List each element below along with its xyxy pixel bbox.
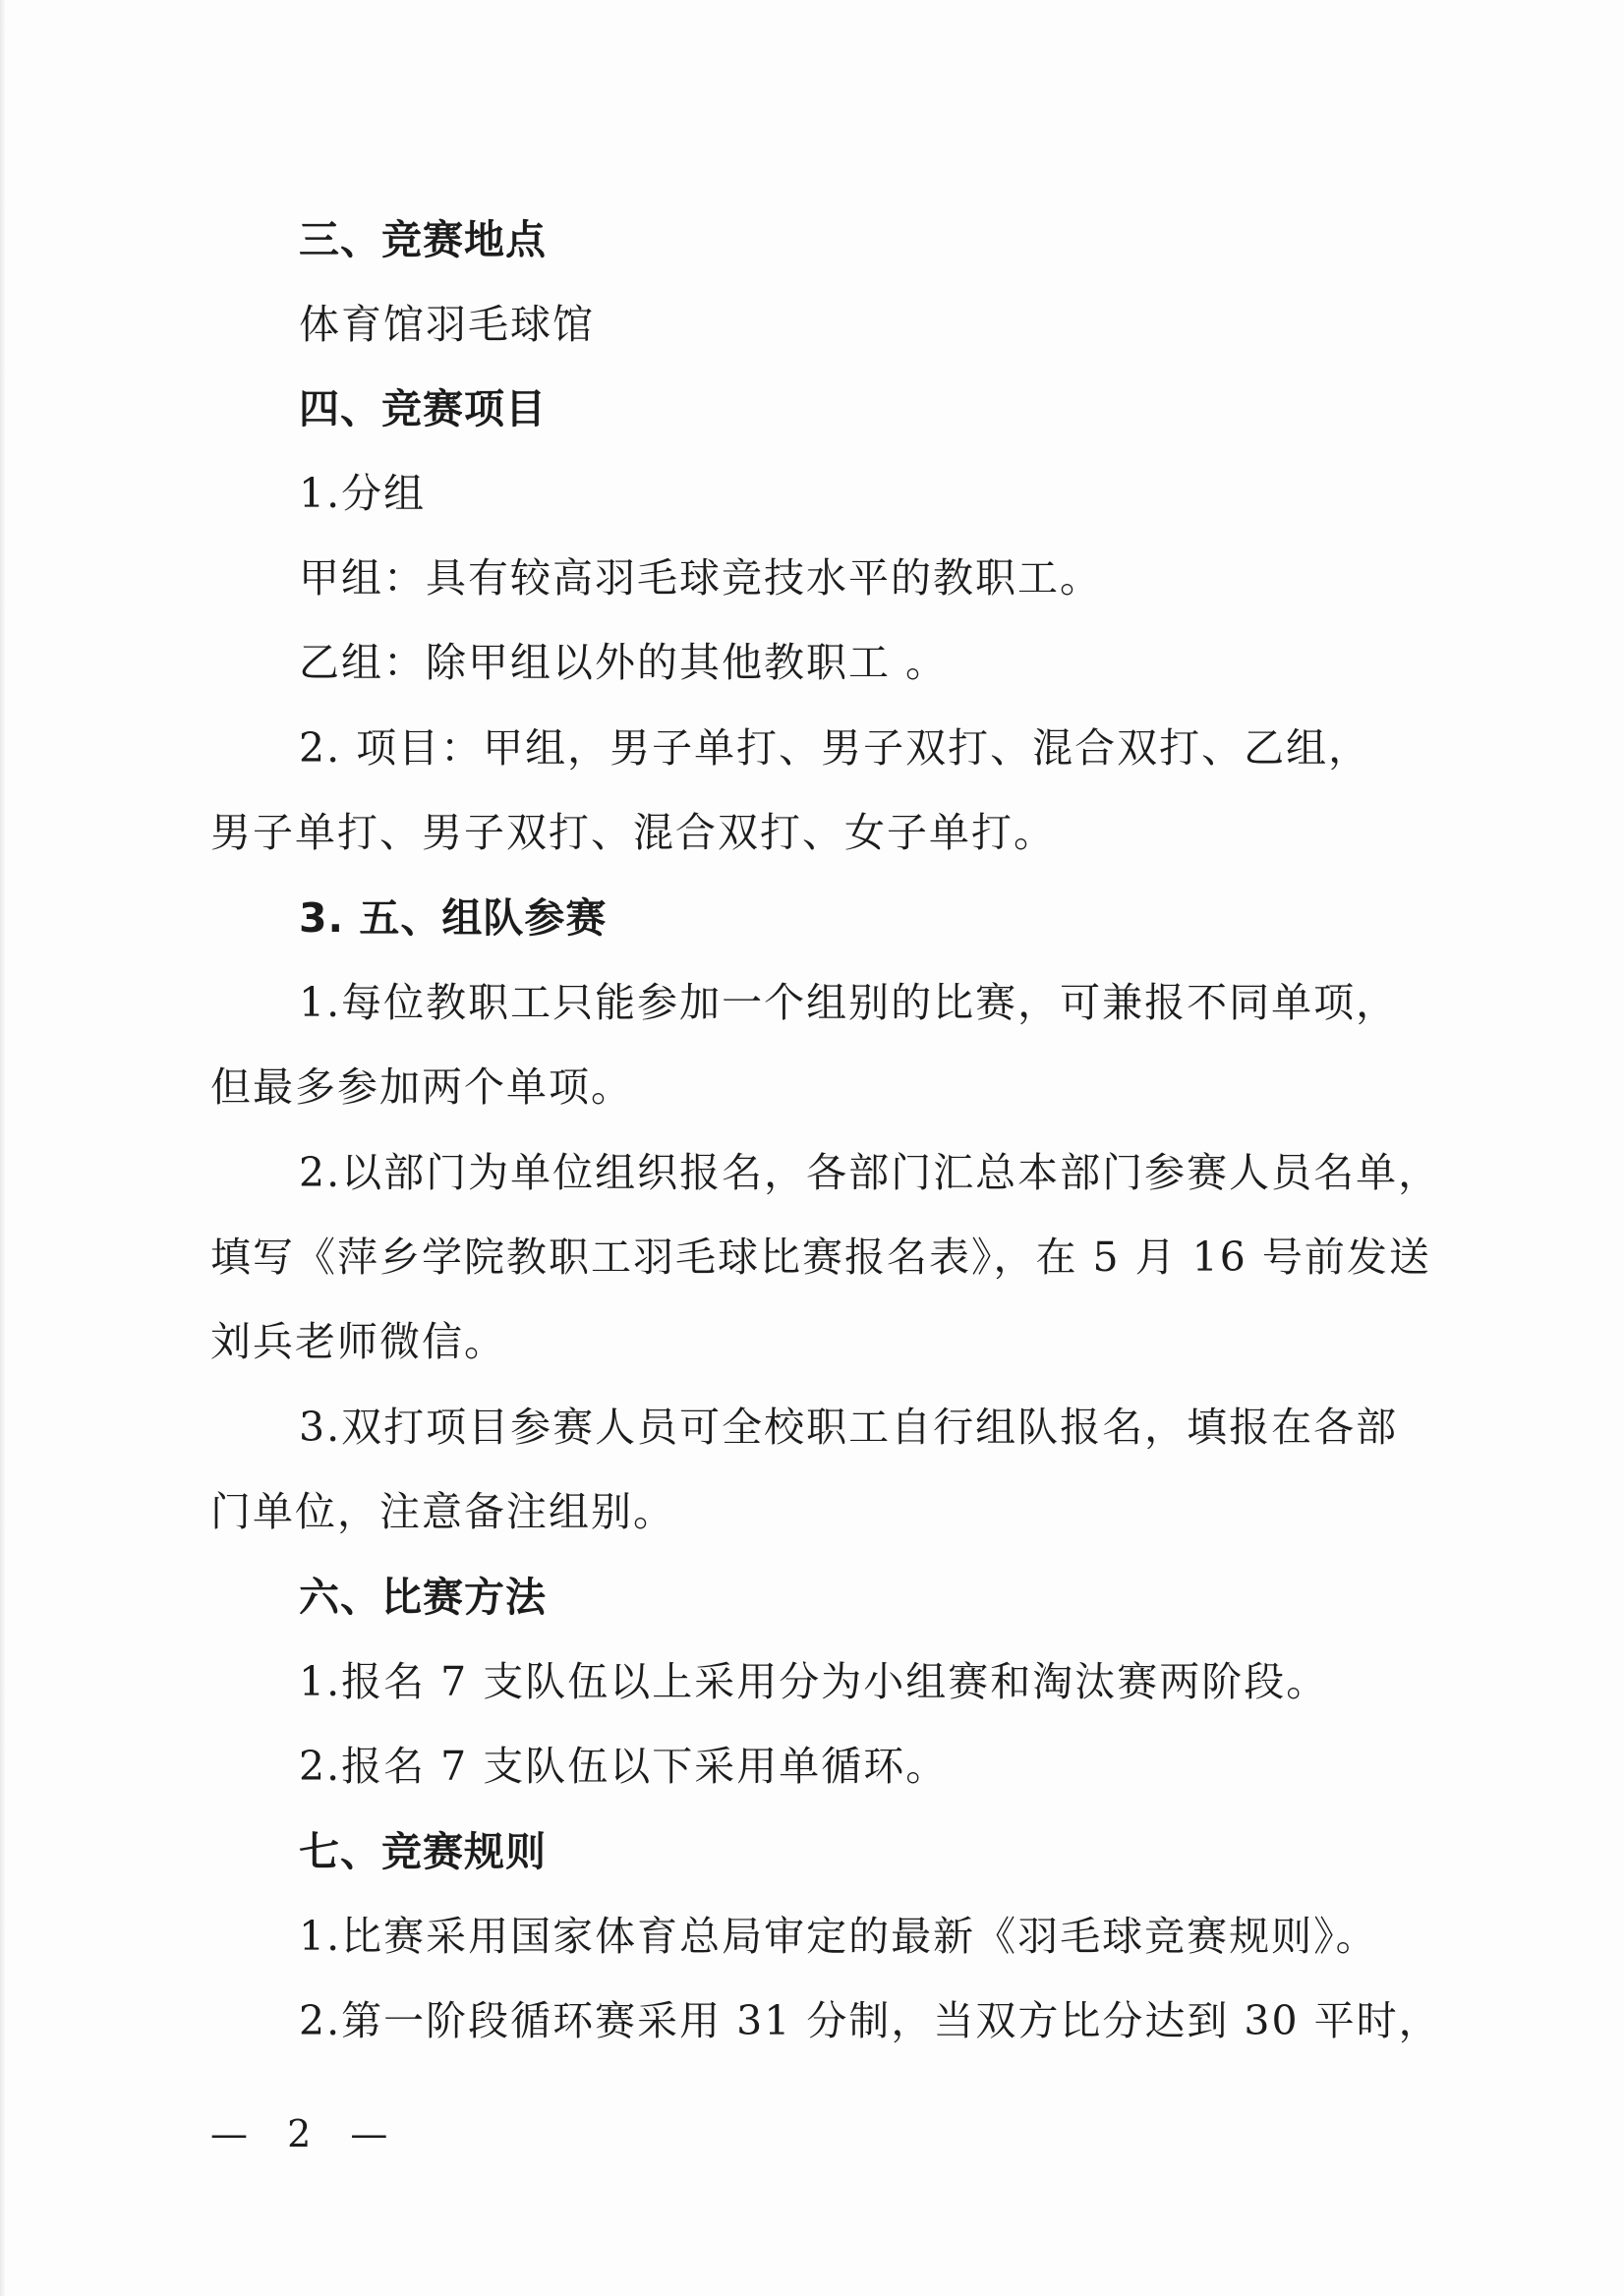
- section-heading-method: 六、比赛方法: [299, 1574, 547, 1621]
- page-number: — 2 —: [210, 2112, 402, 2155]
- paragraph-line: 1.比赛采用国家体育总局审定的最新《羽毛球竞赛规则》。: [299, 1913, 1378, 1960]
- section-heading-rules: 七、竞赛规则: [299, 1828, 547, 1875]
- scan-edge: [0, 0, 6, 2296]
- paragraph-line: 1.报名 7 支队伍以上采用分为小组赛和淘汰赛两阶段。: [299, 1658, 1329, 1705]
- paragraph-line: 2.以部门为单位组织报名，各部门汇总本部门参赛人员名单，: [299, 1149, 1441, 1196]
- paragraph-line: 乙组：除甲组以外的其他教职工 。: [299, 639, 949, 686]
- paragraph-line: 1.每位教职工只能参加一个组别的比赛，可兼报不同单项，: [299, 979, 1399, 1026]
- paragraph-line: 2.报名 7 支队伍以下采用单循环。: [299, 1743, 949, 1790]
- paragraph-line: 2.第一阶段循环赛采用 31 分制，当双方比分达到 30 平时，: [299, 1997, 1441, 2044]
- paragraph-line: 门单位，注意备注组别。: [210, 1488, 675, 1535]
- section-heading-venue: 三、竞赛地点: [299, 216, 547, 263]
- section-heading-events: 四、竞赛项目: [299, 385, 547, 432]
- paragraph-line: 3.双打项目参赛人员可全校职工自行组队报名，填报在各部: [299, 1404, 1399, 1451]
- paragraph-line: 甲组：具有较高羽毛球竞技水平的教职工。: [299, 554, 1102, 602]
- paragraph-line: 1.分组: [299, 470, 427, 517]
- paragraph-line: 2. 项目：甲组，男子单打、男子双打、混合双打、乙组，: [299, 724, 1371, 772]
- paragraph-line: 刘兵老师微信。: [210, 1318, 506, 1365]
- paragraph-line: 填写《萍乡学院教职工羽毛球比赛报名表》，在 5 月 16 号前发送: [210, 1234, 1431, 1281]
- section-heading-teams: 3. 五、组队参赛: [299, 894, 608, 942]
- paragraph-line: 体育馆羽毛球馆: [299, 301, 595, 348]
- paragraph-line: 男子单打、男子双打、混合双打、女子单打。: [210, 809, 1056, 856]
- paragraph-line: 但最多参加两个单项。: [210, 1063, 633, 1111]
